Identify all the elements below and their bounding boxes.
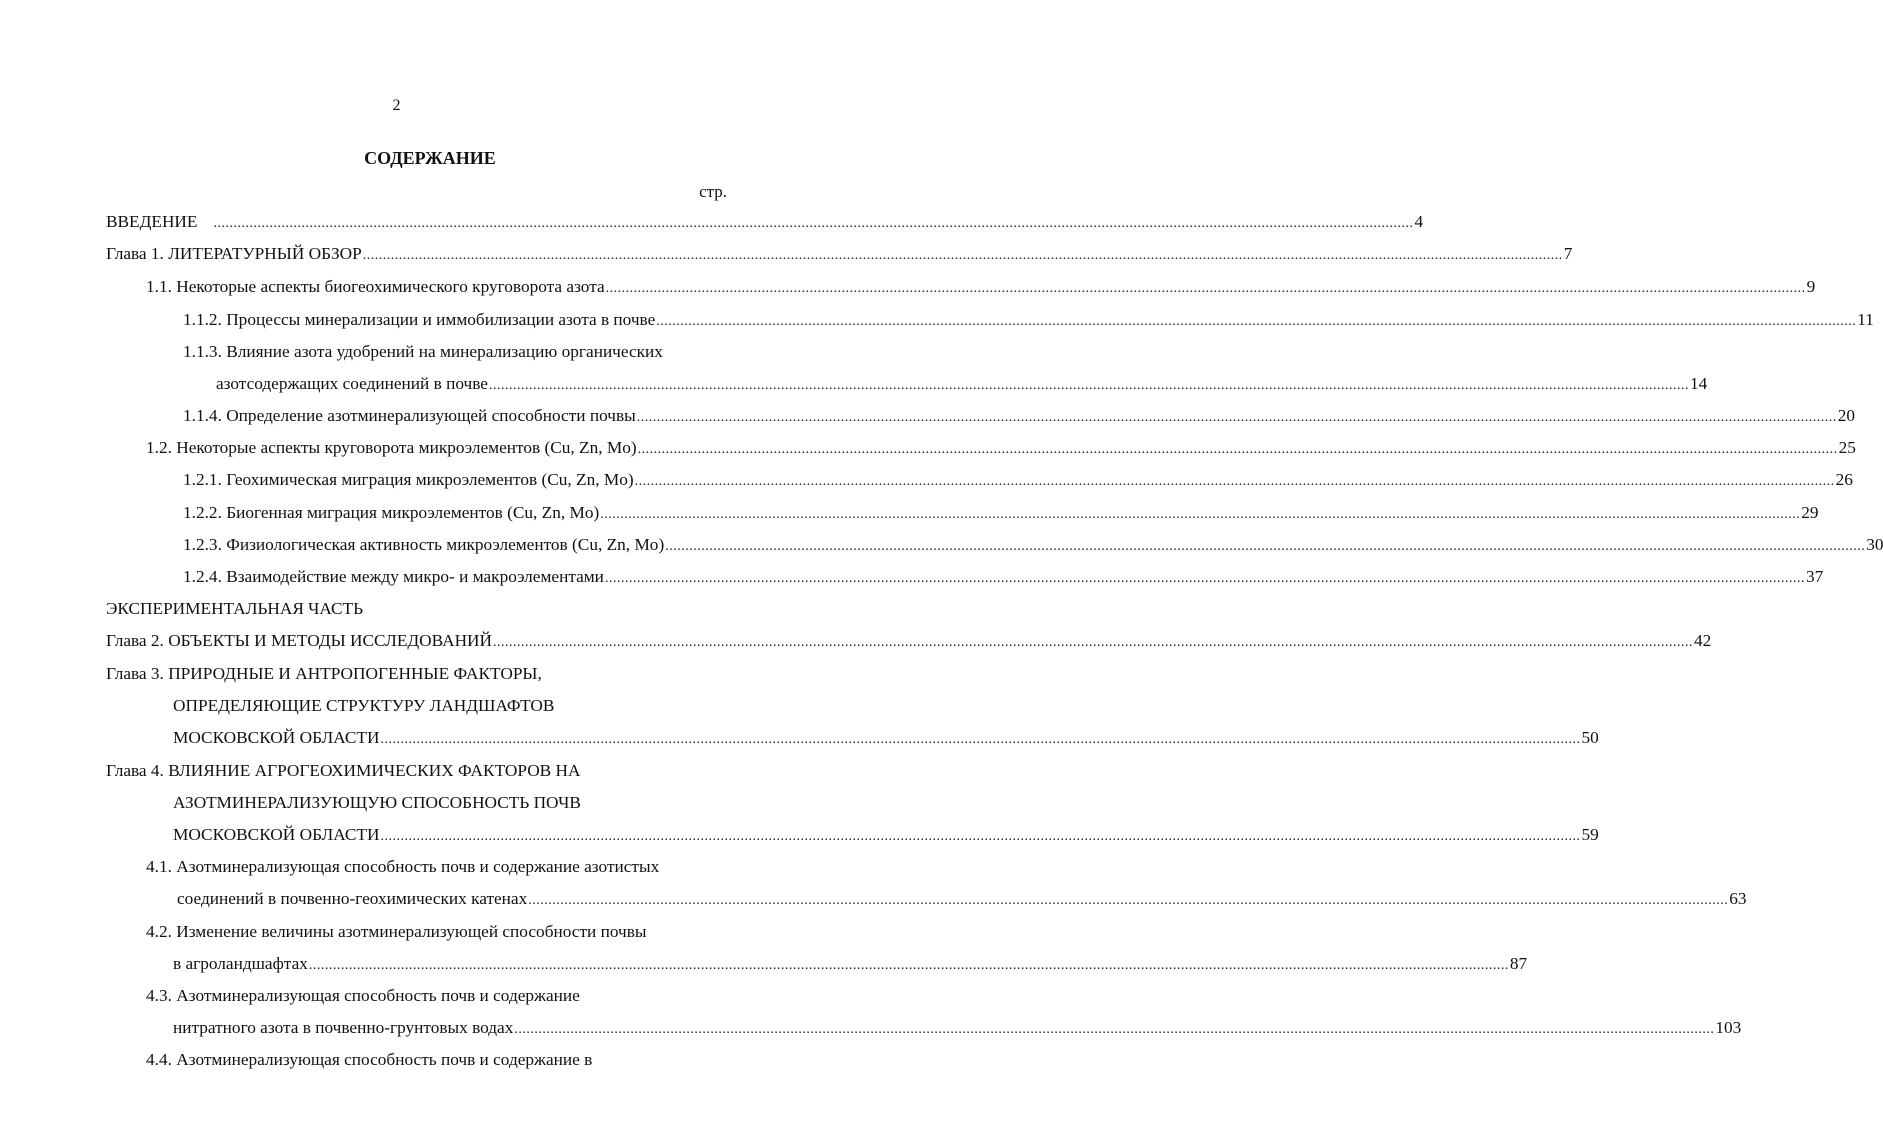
toc-entry-1-2-1[interactable] bbox=[183, 470, 1853, 492]
toc-entry-text: Глава 1. ЛИТЕРАТУРНЫЙ ОБЗОР bbox=[106, 244, 362, 263]
toc-leader-dots: ............................................................................................................................................................................................................................................................................................................ bbox=[380, 732, 1581, 747]
toc-entry-text: Глава 2. ОБЪЕКТЫ И МЕТОДЫ ИССЛЕДОВАНИЙ bbox=[106, 631, 493, 650]
toc-entry-page: 42 bbox=[1694, 631, 1712, 650]
toc-entry-text: 1.2.2. Биогенная миграция микроэлементов (Cu, Zn, Mo) bbox=[183, 503, 600, 522]
toc-leader-dots: ............................................................................................................................................................................................................................................................................................................ bbox=[213, 216, 1414, 231]
toc-entry-page: 7 bbox=[1563, 244, 1573, 263]
toc-entry-chapter-3[interactable] bbox=[173, 728, 1599, 750]
toc-entry-chapter-4[interactable] bbox=[173, 825, 1599, 847]
toc-entry-text: 1.1.2. Процессы минерализации и иммобилизации азота в почве bbox=[183, 310, 656, 329]
toc-leader-dots: ............................................................................................................................................................................................................................................................................................................ bbox=[637, 442, 1838, 457]
toc-entry-1-2-4[interactable] bbox=[183, 567, 1824, 589]
toc-leader-dots: ............................................................................................................................................................................................................................................................................................................ bbox=[528, 893, 1729, 908]
toc-entry-text: 1.1.4. Определение азотминерализующей способности почвы bbox=[183, 406, 636, 425]
page-number: 2 bbox=[392, 97, 401, 114]
toc-leader-dots: ............................................................................................................................................................................................................................................................................................................ bbox=[636, 410, 1837, 425]
page-title: СОДЕРЖАНИЕ bbox=[364, 148, 496, 168]
toc-leader-dots: ............................................................................................................................................................................................................................................................................................................ bbox=[362, 248, 1563, 263]
toc-entry-page: 59 bbox=[1581, 825, 1599, 844]
toc-leader-dots: ............................................................................................................................................................................................................................................................................................................ bbox=[665, 539, 1866, 554]
toc-entry-chapter-3-line-1: Глава 3. ПРИРОДНЫЕ И АНТРОПОГЕННЫЕ ФАКТОРЫ, bbox=[106, 664, 542, 683]
toc-entry-page: 30 bbox=[1866, 535, 1883, 554]
toc-leader-dots: ............................................................................................................................................................................................................................................................................................................ bbox=[380, 829, 1581, 844]
toc-entry-page: 25 bbox=[1838, 438, 1856, 457]
toc-entry-chapter-2[interactable] bbox=[106, 631, 1712, 653]
toc-entry-chapter-1[interactable] bbox=[106, 244, 1573, 266]
toc-leader-dots: ............................................................................................................................................................................................................................................................................................................ bbox=[634, 474, 1835, 489]
toc-entry-1-2-3[interactable] bbox=[183, 535, 1883, 557]
toc-entry-page: 103 bbox=[1715, 1018, 1742, 1037]
toc-entry-page: 50 bbox=[1581, 728, 1599, 747]
toc-entry-chapter-3-line-2: ОПРЕДЕЛЯЮЩИЕ СТРУКТУРУ ЛАНДШАФТОВ bbox=[173, 696, 555, 715]
toc-entry-text: нитратного азота в почвенно-грунтовых водах bbox=[173, 1018, 514, 1037]
toc-entry-page: 63 bbox=[1729, 889, 1747, 908]
toc-entry-page: 20 bbox=[1837, 406, 1856, 425]
toc-leader-dots: ............................................................................................................................................................................................................................................................................................................ bbox=[308, 958, 1509, 973]
toc-leader-dots: ............................................................................................................................................................................................................................................................................................................ bbox=[605, 281, 1806, 296]
toc-entry-chapter-4-line-2: АЗОТМИНЕРАЛИЗУЮЩУЮ СПОСОБНОСТЬ ПОЧВ bbox=[173, 793, 581, 812]
toc-entry-introduction[interactable] bbox=[106, 212, 1424, 234]
toc-leader-dots: ............................................................................................................................................................................................................................................................................................................ bbox=[656, 314, 1857, 329]
toc-entry-4-1-line-1: 4.1. Азотминерализующая способность почв и содержание азотистых bbox=[146, 857, 660, 876]
toc-entry-text: 1.2. Некоторые аспекты круговорота микроэлементов (Cu, Zn, Mo) bbox=[146, 438, 637, 457]
toc-leader-dots: ............................................................................................................................................................................................................................................................................................................ bbox=[488, 378, 1689, 393]
toc-entry-1-2-2[interactable] bbox=[183, 503, 1819, 525]
toc-entry-text: МОСКОВСКОЙ ОБЛАСТИ bbox=[173, 825, 380, 844]
toc-entry-page: 29 bbox=[1801, 503, 1819, 522]
toc-entry-page: 9 bbox=[1806, 277, 1816, 296]
toc-entry-text: азотсодержащих соединений в почве bbox=[216, 374, 488, 393]
toc-entry-1-2[interactable] bbox=[146, 438, 1856, 460]
toc-leader-dots: ............................................................................................................................................................................................................................................................................................................ bbox=[600, 507, 1801, 522]
toc-entry-page: 4 bbox=[1414, 212, 1424, 231]
toc-entry-1-1-2[interactable] bbox=[183, 310, 1874, 332]
toc-entry-1-1-3[interactable] bbox=[216, 374, 1708, 396]
toc-entry-text: 1.2.1. Геохимическая миграция микроэлементов (Cu, Zn, Mo) bbox=[183, 470, 634, 489]
toc-entry-text: соединений в почвенно-геохимических катенах bbox=[177, 889, 528, 908]
toc-entry-text: в агроландшафтах bbox=[173, 954, 308, 973]
toc-entry-text: ВВЕДЕНИЕ bbox=[106, 212, 198, 231]
toc-entry-page: 11 bbox=[1857, 310, 1874, 329]
toc-entry-4-2-line-1: 4.2. Изменение величины азотминерализующей способности почвы bbox=[146, 922, 647, 941]
toc-entry-text: МОСКОВСКОЙ ОБЛАСТИ bbox=[173, 728, 380, 747]
toc-leader-dots: ............................................................................................................................................................................................................................................................................................................ bbox=[604, 571, 1805, 586]
toc-entry-chapter-4-line-1: Глава 4. ВЛИЯНИЕ АГРОГЕОХИМИЧЕСКИХ ФАКТОРОВ НА bbox=[106, 761, 581, 780]
page-column-label: стр. bbox=[699, 182, 727, 201]
toc-entry-4-4-line-1: 4.4. Азотминерализующая способность почв и содержание в bbox=[146, 1050, 593, 1069]
toc-entry-4-2[interactable] bbox=[173, 954, 1528, 976]
toc-leader-dots: ............................................................................................................................................................................................................................................................................................................ bbox=[514, 1022, 1715, 1037]
toc-entry-4-1[interactable] bbox=[177, 889, 1747, 911]
toc-entry-1-1[interactable] bbox=[146, 277, 1816, 299]
toc-entry-4-3[interactable] bbox=[173, 1018, 1742, 1040]
toc-entry-text: 1.2.4. Взаимодействие между микро- и макроэлементами bbox=[183, 567, 604, 586]
toc-entry-page: 26 bbox=[1835, 470, 1853, 489]
toc-entry-text: 1.1. Некоторые аспекты биогеохимического круговорота азота bbox=[146, 277, 605, 296]
toc-entry-page: 37 bbox=[1805, 567, 1824, 586]
toc-leader-dots: ............................................................................................................................................................................................................................................................................................................ bbox=[493, 635, 1694, 650]
toc-entry-1-1-3-line: 1.1.3. Влияние азота удобрений на минерализацию органических bbox=[183, 342, 663, 361]
toc-entry-4-3-line-1: 4.3. Азотминерализующая способность почв и содержание bbox=[146, 986, 580, 1005]
toc-entry-page: 14 bbox=[1689, 374, 1708, 393]
toc-entry-1-1-4[interactable] bbox=[183, 406, 1856, 428]
toc-section-heading-experimental: ЭКСПЕРИМЕНТАЛЬНАЯ ЧАСТЬ bbox=[106, 599, 364, 618]
toc-entry-page: 87 bbox=[1509, 954, 1528, 973]
toc-entry-text: 1.2.3. Физиологическая активность микроэлементов (Cu, Zn, Mo) bbox=[183, 535, 665, 554]
